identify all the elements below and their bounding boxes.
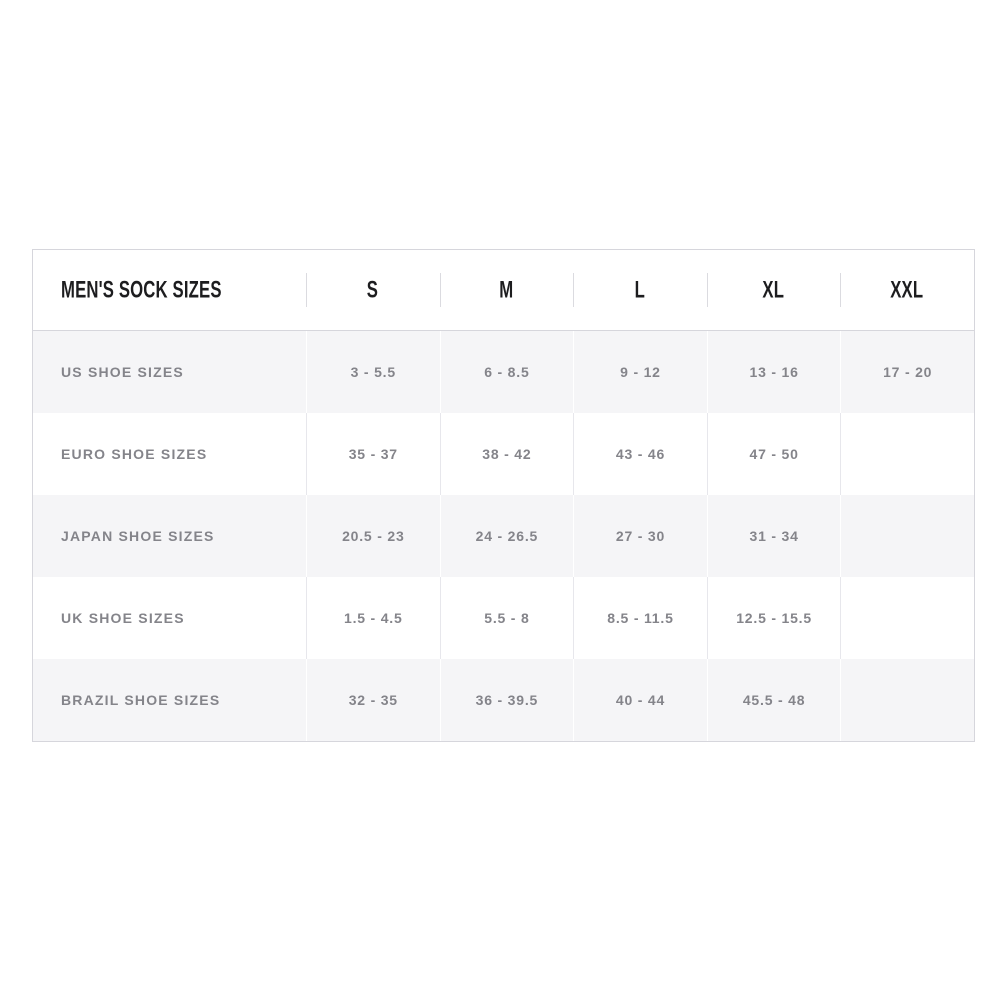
size-cell: 38 - 42	[440, 413, 574, 495]
table-row	[33, 577, 974, 659]
size-cell: 40 - 44	[573, 659, 707, 741]
size-cell: 31 - 34	[707, 495, 841, 577]
size-column-label: L	[634, 275, 646, 304]
size-cell	[840, 413, 974, 495]
size-cell	[840, 495, 974, 577]
row-label: US SHOE SIZES	[61, 364, 184, 380]
size-cell: 43 - 46	[573, 413, 707, 495]
sock-size-chart	[32, 249, 975, 742]
table-row	[33, 413, 974, 495]
size-cell: 24 - 26.5	[440, 495, 574, 577]
size-cell: 6 - 8.5	[440, 331, 574, 413]
size-cell: 36 - 39.5	[440, 659, 574, 741]
table-body	[33, 331, 974, 741]
header-cell-xxl	[840, 250, 974, 330]
header-cell-l	[573, 250, 707, 330]
header-cell-m	[440, 250, 574, 330]
size-column-label: XL	[762, 275, 785, 304]
size-cell: 17 - 20	[840, 331, 974, 413]
size-cell: 13 - 16	[707, 331, 841, 413]
size-cell: 45.5 - 48	[707, 659, 841, 741]
header-row	[33, 250, 974, 331]
size-cell: 3 - 5.5	[306, 331, 440, 413]
chart-title: MEN'S SOCK SIZES	[61, 275, 222, 304]
size-column-label: M	[499, 275, 514, 304]
size-cell: 8.5 - 11.5	[573, 577, 707, 659]
header-cell-s	[306, 250, 440, 330]
size-cell: 1.5 - 4.5	[306, 577, 440, 659]
chart-title-cell	[33, 250, 306, 330]
table-row	[33, 495, 974, 577]
row-label: BRAZIL SHOE SIZES	[61, 692, 221, 708]
row-label: EURO SHOE SIZES	[61, 446, 208, 462]
table-row	[33, 331, 974, 413]
size-cell: 47 - 50	[707, 413, 841, 495]
size-cell: 12.5 - 15.5	[707, 577, 841, 659]
size-cell: 5.5 - 8	[440, 577, 574, 659]
size-cell: 9 - 12	[573, 331, 707, 413]
size-cell: 27 - 30	[573, 495, 707, 577]
row-label: JAPAN SHOE SIZES	[61, 528, 215, 544]
row-label: UK SHOE SIZES	[61, 610, 185, 626]
table-row	[33, 659, 974, 741]
size-cell: 35 - 37	[306, 413, 440, 495]
size-cell: 32 - 35	[306, 659, 440, 741]
header-cell-xl	[707, 250, 841, 330]
size-column-label: S	[367, 275, 379, 304]
size-cell	[840, 659, 974, 741]
size-cell: 20.5 - 23	[306, 495, 440, 577]
size-column-label: XXL	[890, 275, 924, 304]
size-cell	[840, 577, 974, 659]
